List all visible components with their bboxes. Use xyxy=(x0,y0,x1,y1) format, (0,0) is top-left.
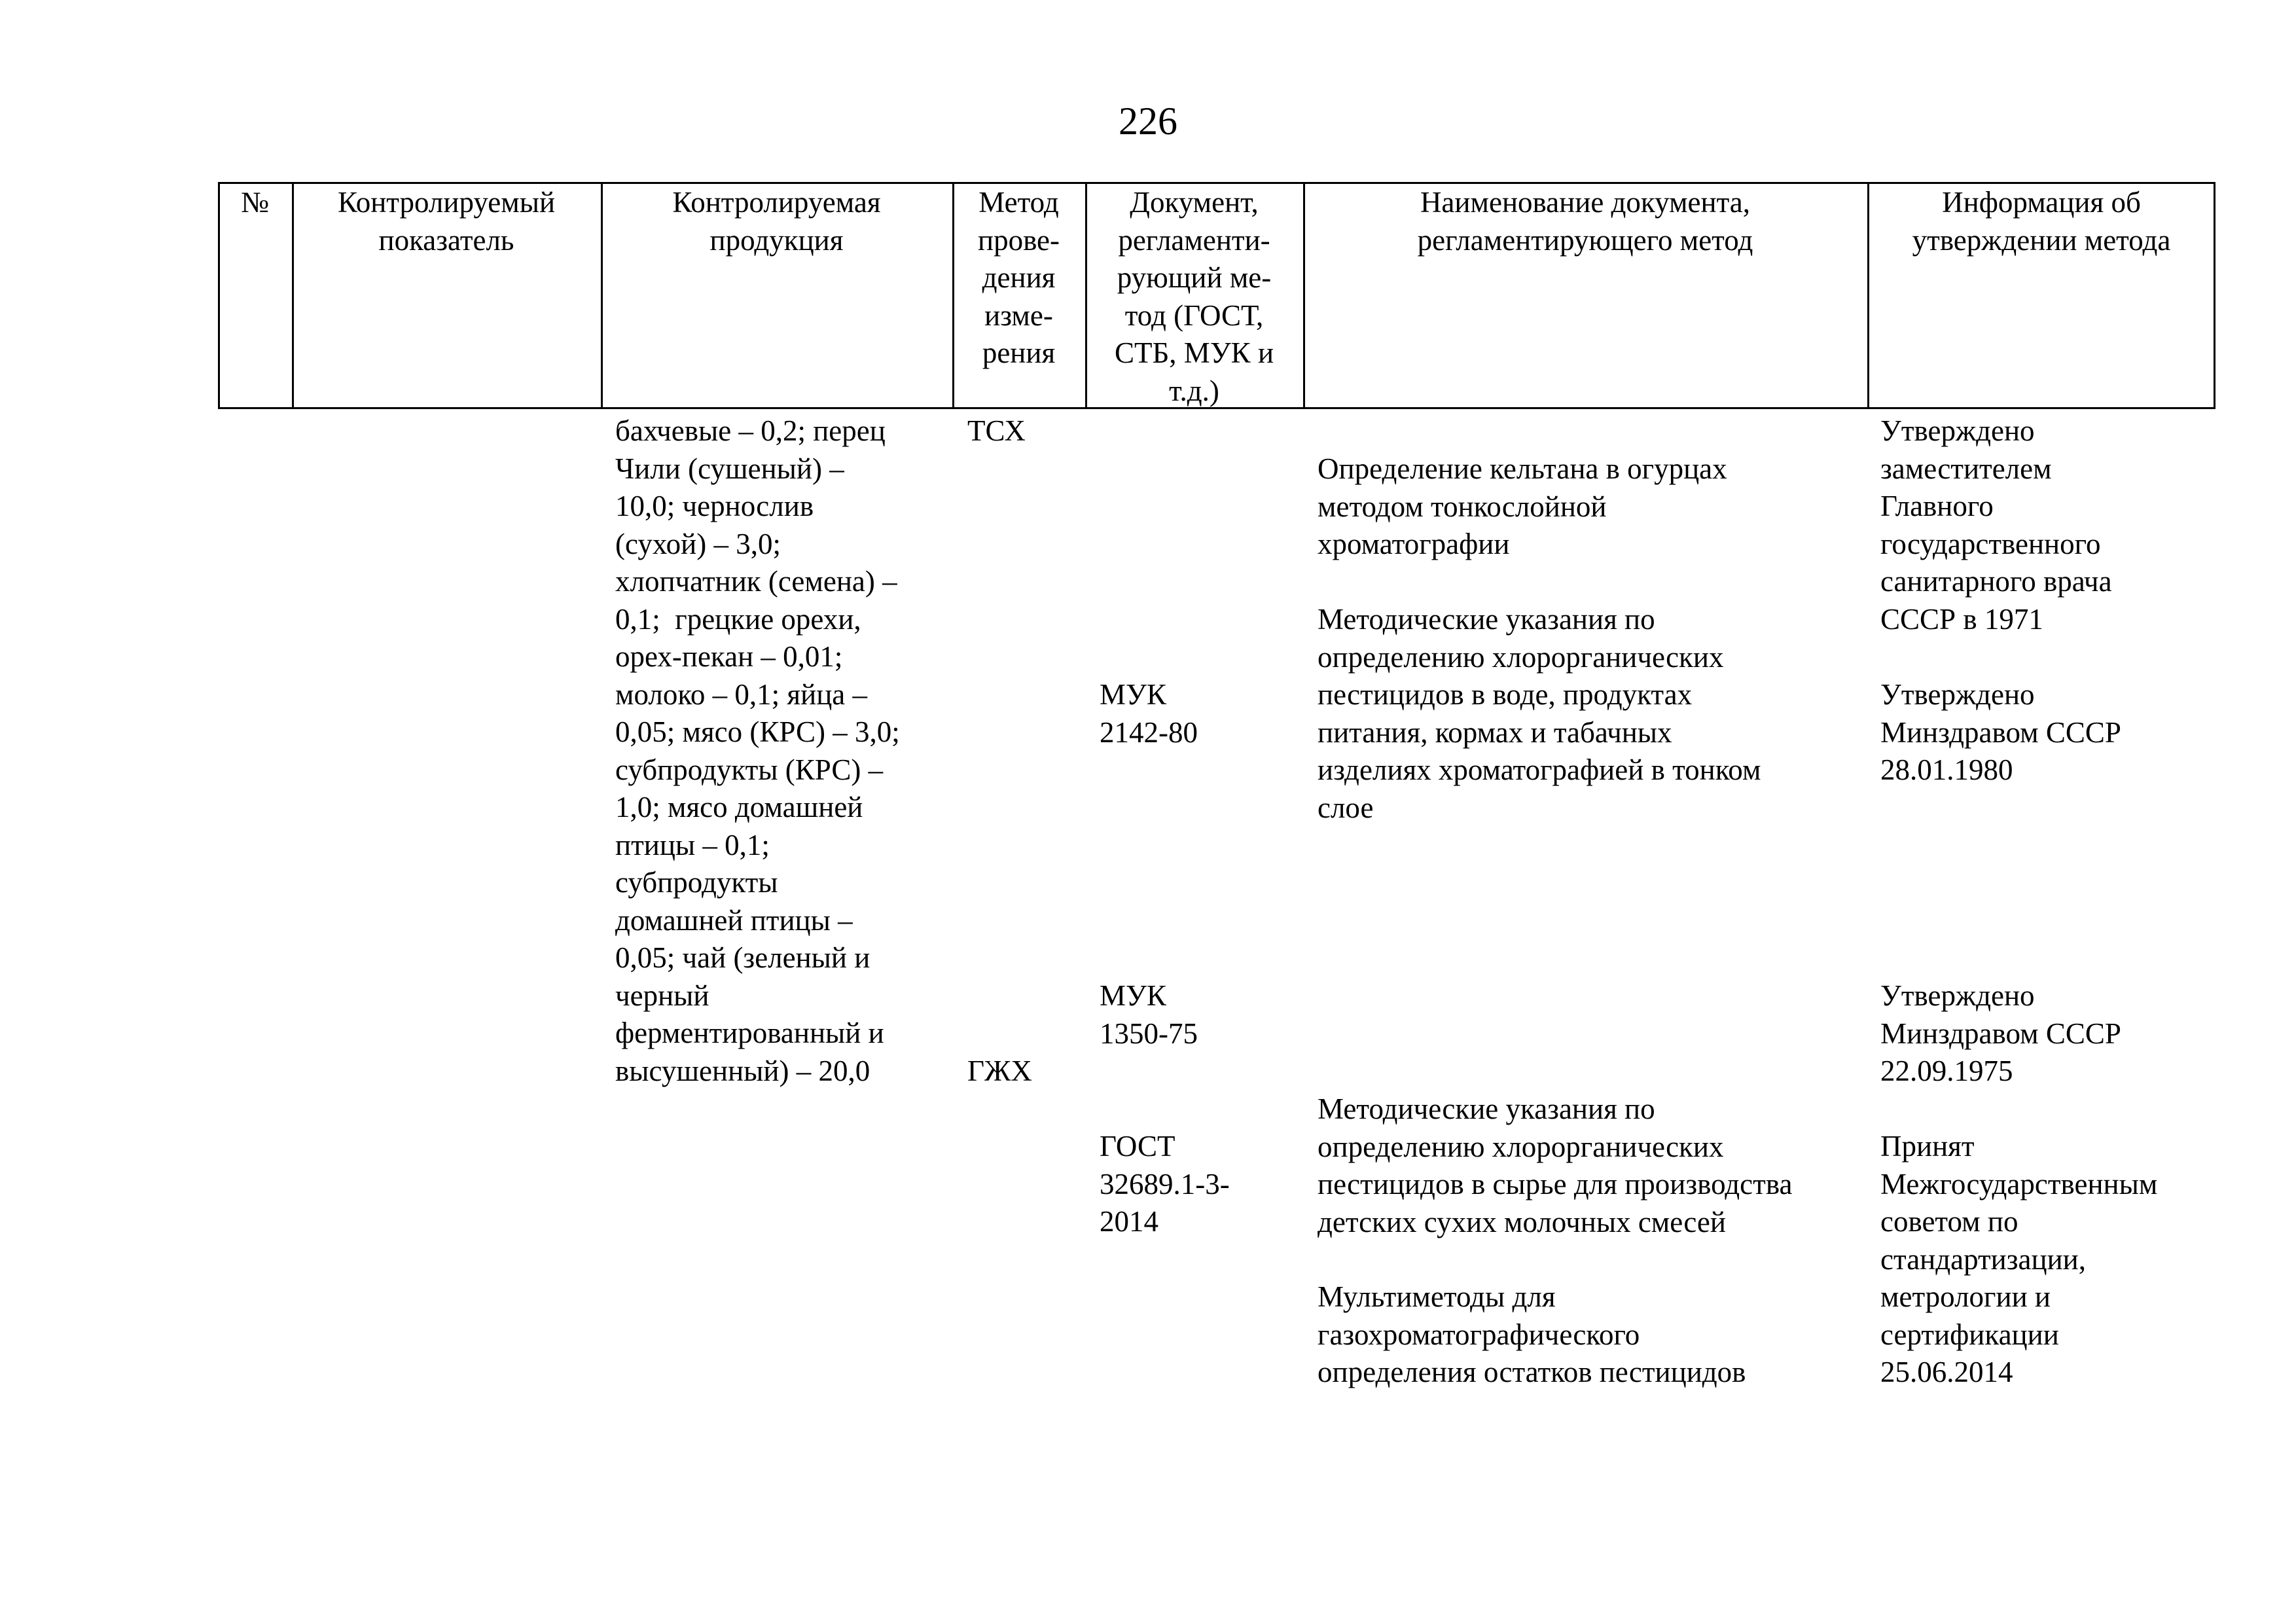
document-name-multimethods: Мультиметоды для газохроматографического определения остатков пестицидов xyxy=(1318,1280,1746,1388)
header-number: № xyxy=(241,186,269,219)
approval-1975: Утверждено Минздравом СССР 22.09.1975 xyxy=(1880,979,2121,1087)
approval-2014: Принят Межгосударственным советом по стандартизации, метрологии и сертификации 25.06.2014 xyxy=(1880,1130,2158,1388)
approval-1971: Утверждено заместителем Главного государственного санитарного врача СССР в 1971 xyxy=(1880,414,2112,636)
document-gost: ГОСТ 32689.1-3- 2014 xyxy=(1100,1130,1230,1238)
page-number: 226 xyxy=(1119,99,1177,143)
document-muk-1350: МУК 1350-75 xyxy=(1100,979,1198,1050)
header-document-name: Наименование документа, регламентирующего метод xyxy=(1417,186,1753,257)
product-list: бахчевые – 0,2; перец Чили (сушеный) – 10,0; чернослив (сухой) – 3,0; хлопчатник (семена) – 0,1; грецкие орехи, орех-пекан – 0,01; молоко – 0,1; яйца – 0,05; мясо (КРС) – 3,0; субпродукты (КРС) – 1,0; мясо домашней птицы – 0,1; субпродукты домашней птицы – 0,05; чай (зеленый и черный ферментированный и высушенный) – 20,0 xyxy=(615,414,900,1087)
method-gzhx: ГЖХ xyxy=(967,1055,1032,1087)
header-approval: Информация об утверждении метода xyxy=(1912,186,2171,257)
document-muk-2142: МУК 2142-80 xyxy=(1100,678,1198,749)
header-product: Контролируемая продукция xyxy=(672,186,881,257)
document-name-infant-formula: Методические указания по определению хлорорганических пестицидов в сырье для производства детских сухих молочных смесей xyxy=(1318,1092,1793,1238)
header-method: Метод прове- дения изме- рения xyxy=(977,186,1060,369)
approval-1980: Утверждено Минздравом СССР 28.01.1980 xyxy=(1880,678,2121,786)
header-document: Документ, регламенти- рующий ме- тод (ГОСТ, СТБ, МУК и т.д.) xyxy=(1114,186,1274,407)
document-name-thin-layer: Методические указания по определению хлорорганических пестицидов в воде, продуктах питания, кормах и табачных изделиях хроматографией в тонком слое xyxy=(1318,603,1761,824)
header-indicator: Контролируемый показатель xyxy=(337,186,556,257)
method-tsx: ТСХ xyxy=(967,414,1026,447)
document-name-keltan: Определение кельтана в огурцах методом тонкослойной хроматографии xyxy=(1318,452,1727,560)
